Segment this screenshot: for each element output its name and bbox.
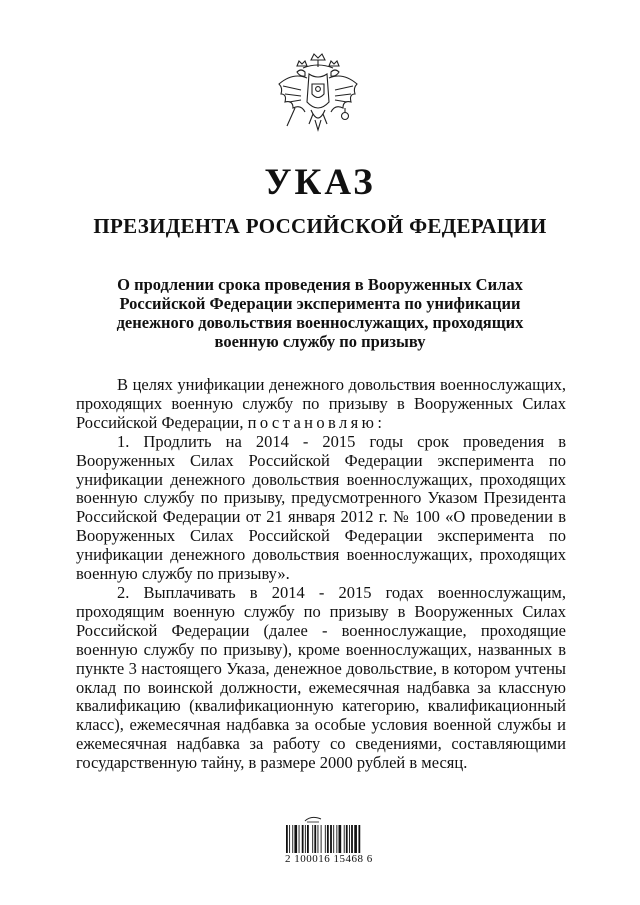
document-title: УКАЗ (264, 162, 376, 203)
barcode-bar (289, 825, 290, 853)
barcode-bar (321, 825, 322, 853)
barcode-bar (330, 825, 332, 853)
barcode-bar (318, 825, 319, 853)
preamble-paragraph (76, 376, 566, 433)
barcode-bar (349, 825, 350, 853)
barcode-bar (286, 825, 288, 853)
preamble-text: В целях унификации денежного довольствия военнослужащих, проходящих военную службу по призыву в Вооруженных Силах Российской Федерации, (76, 375, 566, 432)
barcode-bar (358, 825, 360, 853)
barcode-bar (314, 825, 316, 853)
barcode-bar (312, 825, 313, 853)
barcode-bar (333, 825, 334, 853)
barcode-bar (336, 825, 337, 853)
document-subtitle: ПРЕЗИДЕНТА РОССИЙСКОЙ ФЕДЕРАЦИИ (93, 214, 547, 238)
barcode-bar (351, 825, 353, 853)
coat-of-arms-icon (275, 50, 361, 140)
barcode-number: 2 100016 15468 6 (285, 853, 373, 865)
barcode-bar (299, 825, 300, 853)
barcode-bar (327, 825, 329, 853)
barcode-block (285, 815, 383, 867)
barcode-bar (307, 825, 309, 853)
decree-body (76, 376, 566, 773)
barcode-bar (302, 825, 304, 853)
barcode-bar (292, 825, 293, 853)
barcode-icon (285, 825, 383, 853)
barcode-mark-icon (303, 815, 323, 823)
preamble-keyword: постановляю: (247, 412, 386, 432)
barcode-bar (305, 825, 306, 853)
barcode-bar (354, 825, 357, 853)
barcode-bar (346, 825, 348, 853)
subject-line: Российской Федерации эксперимента по унификации (119, 294, 521, 313)
decree-subject (90, 275, 550, 351)
subject-line: военную службу по призыву (214, 332, 426, 351)
subject-line: О продлении срока проведения в Вооруженных Силах (117, 275, 523, 294)
subject-line: денежного довольствия военнослужащих, проходящих (116, 313, 524, 332)
barcode-bar (294, 825, 297, 853)
item-1-paragraph: 1. Продлить на 2014 - 2015 годы срок проведения в Вооруженных Силах Российской Федерации эксперимента по унификации денежного довольствия военнослужащих, проходящих военную службу по призыву, предусмотренного Указом Президента Российской Федерации от 21 января 2012 г. № 100 «О проведении в Вооруженных Силах Российской Федерации эксперимента по унификации денежного довольствия военнослужащих, проходящих военную службу по призыву». (76, 431, 566, 584)
barcode-bar (325, 825, 326, 853)
item-2-paragraph: 2. Выплачивать в 2014 - 2015 годах военнослужащим, проходящим военную службу по призыву в Вооруженных Силах Российской Федерации (далее - военнослужащие, проходящие военную службу по призыву), кроме военнослужащих, названных в пункте 3 настоящего Указа, денежное довольствие, в котором учтены оклад по воинской должности, ежемесячная надбавка за классную квалификацию (квалификационную категорию, квалификационный класс), ежемесячная надбавка за особые условия военной службы и ежемесячная надбавка за работу со сведениями, составляющими государственную тайну, в размере 2000 рублей в месяц. (76, 582, 566, 773)
barcode-bar (339, 825, 342, 853)
barcode-bar (344, 825, 345, 853)
